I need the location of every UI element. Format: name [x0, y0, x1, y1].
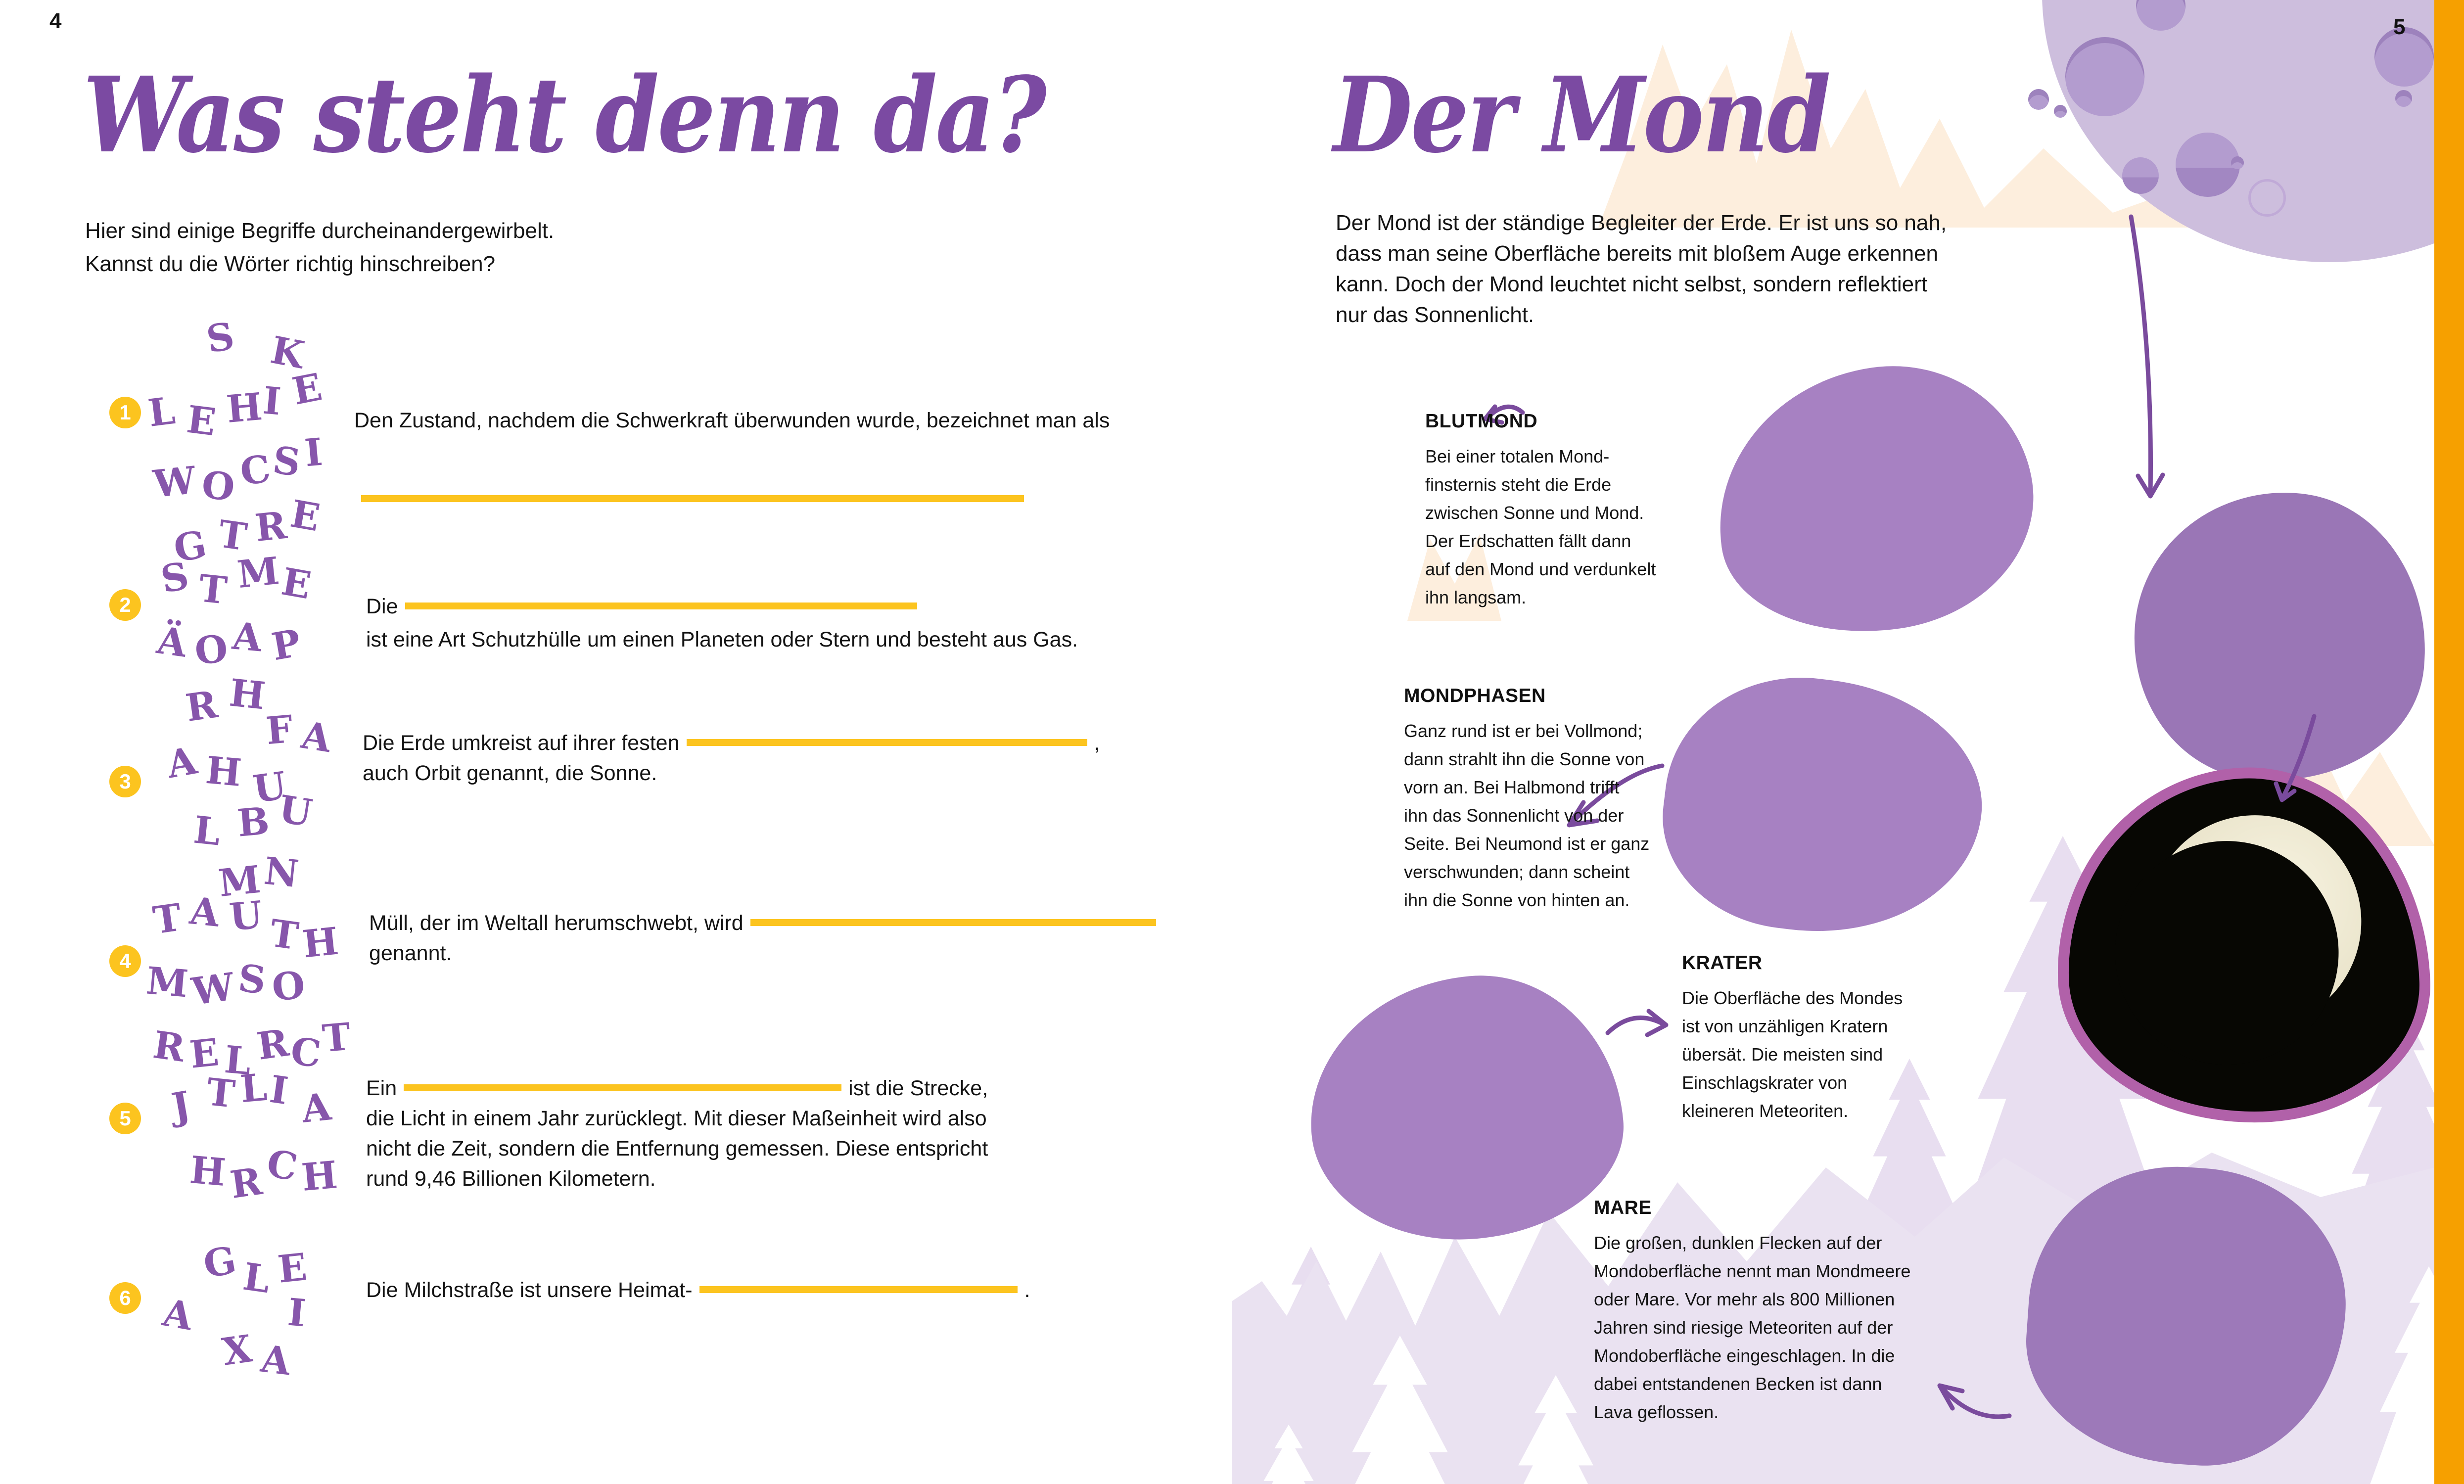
scramble-letter: W	[189, 964, 237, 1014]
right-intro-line-4: nur das Sonnenlicht.	[1336, 303, 1534, 327]
arrow-moon-to-blob2	[2131, 217, 2151, 495]
info-block-blutmond	[1425, 411, 1732, 611]
scramble-letter: Ä	[154, 618, 189, 666]
scramble-letter: W	[151, 458, 198, 507]
scramble-letter: E	[278, 559, 315, 608]
scramble-letter: I	[261, 378, 283, 424]
scramble-letter: O	[270, 963, 307, 1010]
info-line: dann strahlt ihn die Sonne von	[1404, 749, 1645, 769]
item-number-badge: 5	[109, 1103, 141, 1134]
scramble-letter: S	[236, 956, 268, 1003]
scramble-letter: R	[253, 503, 289, 551]
arrow-blob2-to-photo	[2283, 716, 2314, 797]
info-line: Jahren sind riesige Meteoriten auf der	[1594, 1317, 1893, 1338]
scramble-letter: C	[237, 446, 274, 494]
scramble-letter: L	[238, 1065, 269, 1112]
scramble-letter: R	[228, 1159, 265, 1207]
clue-text: ,	[1094, 731, 1100, 755]
right-intro-line-3: kann. Doch der Mond leuchtet nicht selbst, sondern reflektiert	[1336, 272, 1927, 296]
info-line: übersät. Die meisten sind	[1682, 1044, 1883, 1065]
info-block-mondphasen	[1404, 685, 1711, 914]
info-line: Ganz rund ist er bei Vollmond;	[1404, 721, 1643, 741]
info-line: Der Erdschatten fällt dann	[1425, 531, 1631, 551]
scramble-letter: B	[235, 798, 271, 845]
scramble-letter: J	[168, 1082, 194, 1129]
clue-text: auch Orbit genannt, die Sonne.	[363, 761, 657, 785]
scramble-letter: F	[264, 706, 295, 753]
item-number-badge: 1	[109, 397, 141, 428]
scramble-letter: A	[159, 1290, 196, 1339]
right-page-title: Der Mond	[1333, 54, 1829, 176]
clue-text: .	[1024, 1278, 1030, 1302]
clue-text: Die Erde umkreist auf ihrer festen	[363, 731, 680, 755]
info-line: Mondoberfläche nennt man Mondmeere	[1594, 1261, 1911, 1281]
arrow-blob5-to-mare	[1943, 1389, 2009, 1417]
scramble-letter: A	[231, 613, 264, 660]
left-page-title: Was steht denn da?	[83, 54, 1045, 176]
scramble-letter: T	[216, 511, 250, 559]
scramble-letter: K	[267, 327, 308, 377]
item-clue-text	[366, 592, 1078, 655]
info-line: Die großen, dunklen Flecken auf der	[1594, 1233, 1882, 1253]
right-intro	[1336, 208, 1947, 330]
info-line: ist von unzähligen Kratern	[1682, 1016, 1888, 1036]
info-line: Mondoberfläche eingeschlagen. In die	[1594, 1345, 1895, 1366]
info-line: Die Oberfläche des Mondes	[1682, 988, 1903, 1008]
scramble-letter: M	[216, 857, 263, 906]
clue-line	[354, 484, 1110, 514]
scramble-letter: I	[286, 1290, 308, 1336]
info-line: Lava geflossen.	[1594, 1402, 1719, 1422]
scramble-letter: M	[144, 958, 190, 1006]
scramble-letter: T	[150, 895, 185, 943]
clue-line	[366, 1104, 988, 1134]
scramble-letter: M	[235, 548, 281, 597]
left-intro	[85, 214, 554, 280]
scramble-letter: C	[263, 1141, 301, 1190]
page-number-left: 4	[49, 9, 62, 33]
clue-text: Den Zustand, nachdem die Schwerkraft überwunden wurde, bezeichnet man als	[354, 409, 1110, 432]
scramble-letter: U	[276, 787, 315, 835]
answer-blank[interactable]	[405, 603, 917, 609]
page-edge-strip	[2434, 0, 2464, 1484]
scramble-letter: L	[145, 388, 178, 435]
item-clue-text	[369, 908, 1163, 969]
info-line: kleineren Meteoriten.	[1682, 1101, 1849, 1121]
clue-line	[366, 1275, 1030, 1305]
scramble-letter: H	[225, 384, 264, 431]
scramble-letter: A	[298, 712, 334, 761]
item-number-badge: 2	[109, 589, 141, 621]
info-line: auf den Mond und verdunkelt	[1425, 559, 1656, 579]
scramble-letter: C	[288, 1029, 324, 1076]
scramble-letter: P	[268, 620, 304, 669]
scramble-letter: R	[254, 1020, 291, 1068]
info-line: verschwunden; dann scheint	[1404, 862, 1630, 882]
answer-blank[interactable]	[750, 919, 1156, 926]
scramble-letter: H	[300, 1153, 339, 1200]
scramble-letter: R	[183, 682, 220, 730]
clue-line	[369, 938, 1163, 969]
item-number-badge: 6	[109, 1282, 141, 1314]
clue-text: genannt.	[369, 941, 452, 965]
scramble-letter: L	[240, 1254, 273, 1302]
scramble-letter: H	[188, 1148, 228, 1195]
info-line: Einschlagskrater von	[1682, 1072, 1848, 1093]
info-line: finsternis steht die Erde	[1425, 474, 1612, 495]
scramble-letter: N	[262, 848, 301, 896]
clue-text: nicht die Zeit, sondern die Entfernung gemessen. Diese entspricht	[366, 1137, 988, 1160]
clue-line	[366, 1134, 988, 1164]
answer-blank[interactable]	[404, 1084, 841, 1091]
clue-text: Müll, der im Weltall herumschwebt, wird	[369, 911, 744, 935]
scramble-letter: E	[184, 397, 219, 445]
info-block-krater	[1682, 952, 1989, 1125]
info-heading-mondphasen: MONDPHASEN	[1404, 685, 1546, 706]
item-clue-text	[366, 1073, 988, 1194]
info-line: dabei entstandenen Becken ist dann	[1594, 1374, 1882, 1394]
scramble-letter: E	[187, 1030, 221, 1077]
clue-line	[366, 625, 1078, 655]
clue-line	[366, 1073, 988, 1104]
scramble-letter: I	[303, 429, 325, 475]
scramble-letter: E	[276, 1245, 309, 1292]
scramble-letter: L	[191, 807, 223, 854]
info-block-mare	[1594, 1197, 1911, 1426]
info-line: ihn das Sonnenlicht von der	[1404, 805, 1624, 826]
clue-line	[354, 406, 1110, 436]
clue-text: rund 9,46 Billionen Kilometern.	[366, 1167, 656, 1191]
answer-blank[interactable]	[361, 495, 1024, 502]
scramble-letter: T	[196, 566, 230, 613]
scramble-letter: L	[223, 1037, 253, 1084]
clue-text: Ein	[366, 1076, 397, 1100]
clue-text: ist eine Art Schutzhülle um einen Planeten oder Stern und besteht aus Gas.	[366, 628, 1078, 651]
item-number-badge: 3	[109, 766, 141, 797]
scramble-letter: A	[258, 1336, 293, 1384]
scramble-letter: H	[227, 670, 268, 718]
item-clue-text	[354, 406, 1110, 514]
scramble-letter: U	[228, 892, 264, 939]
clue-line	[363, 728, 1100, 758]
item-number-badge: 4	[109, 945, 141, 977]
info-line: vorn an. Bei Halbmond trifft	[1404, 777, 1620, 797]
info-heading-blutmond: BLUTMOND	[1425, 411, 1538, 432]
scramble-letter: X	[220, 1326, 255, 1374]
answer-blank[interactable]	[687, 739, 1087, 746]
info-heading-mare: MARE	[1594, 1197, 1652, 1218]
clue-text: ist die Strecke,	[848, 1076, 988, 1100]
scramble-letter: E	[287, 491, 324, 540]
scramble-letter: E	[288, 365, 325, 414]
scramble-letter: R	[150, 1022, 188, 1070]
scramble-letter: G	[170, 522, 210, 571]
left-intro-line-2: Kannst du die Wörter richtig hinschreiben?	[85, 252, 496, 276]
info-heading-krater: KRATER	[1682, 952, 1763, 974]
scramble-letter: T	[321, 1014, 353, 1061]
item-clue-text	[363, 728, 1100, 788]
clue-text: Die Milchstraße ist unsere Heimat-	[366, 1278, 693, 1302]
info-line: ihn die Sonne von hinten an.	[1404, 890, 1630, 910]
right-intro-line-1: Der Mond ist der ständige Begleiter der Erde. Er ist uns so nah,	[1336, 211, 1947, 235]
scramble-letter: A	[187, 888, 222, 935]
clue-line	[369, 908, 1163, 938]
clue-line	[366, 1164, 988, 1194]
page-number-right: 5	[2393, 15, 2406, 39]
scramble-letter: S	[270, 437, 303, 485]
left-intro-line-1: Hier sind einige Begriffe durcheinandergewirbelt.	[85, 219, 555, 243]
clue-text: die Licht in einem Jahr zurücklegt. Mit dieser Maßeinheit wird also	[366, 1107, 987, 1130]
scramble-letter: S	[157, 553, 192, 602]
scramble-letter: T	[204, 1069, 237, 1116]
scramble-letter: O	[199, 462, 237, 510]
scramble-letter: I	[267, 1067, 291, 1113]
clue-line	[363, 758, 1100, 788]
clue-text: Die	[366, 595, 398, 618]
clue-line	[366, 592, 1078, 622]
scramble-letter: G	[200, 1238, 240, 1287]
scramble-letter: U	[250, 763, 289, 812]
info-line: oder Mare. Vor mehr als 800 Millionen	[1594, 1289, 1895, 1309]
scramble-letter: H	[300, 919, 341, 967]
scramble-letter: O	[192, 626, 230, 674]
right-intro-line-2: dass man seine Oberfläche bereits mit bloßem Auge erkennen	[1336, 241, 1938, 266]
scramble-letter: A	[299, 1084, 333, 1131]
info-line: zwischen Sonne und Mond.	[1425, 503, 1644, 523]
answer-blank[interactable]	[699, 1286, 1018, 1293]
scramble-letter: H	[204, 748, 243, 795]
scramble-letter: T	[267, 911, 301, 959]
scramble-letter: S	[203, 314, 237, 362]
item-clue-text	[366, 1275, 1030, 1305]
info-line: Bei einer totalen Mond-	[1425, 446, 1610, 466]
info-line: Seite. Bei Neumond ist er ganz	[1404, 834, 1650, 854]
scramble-letter: A	[163, 738, 200, 787]
info-line: ihn langsam.	[1425, 587, 1527, 607]
